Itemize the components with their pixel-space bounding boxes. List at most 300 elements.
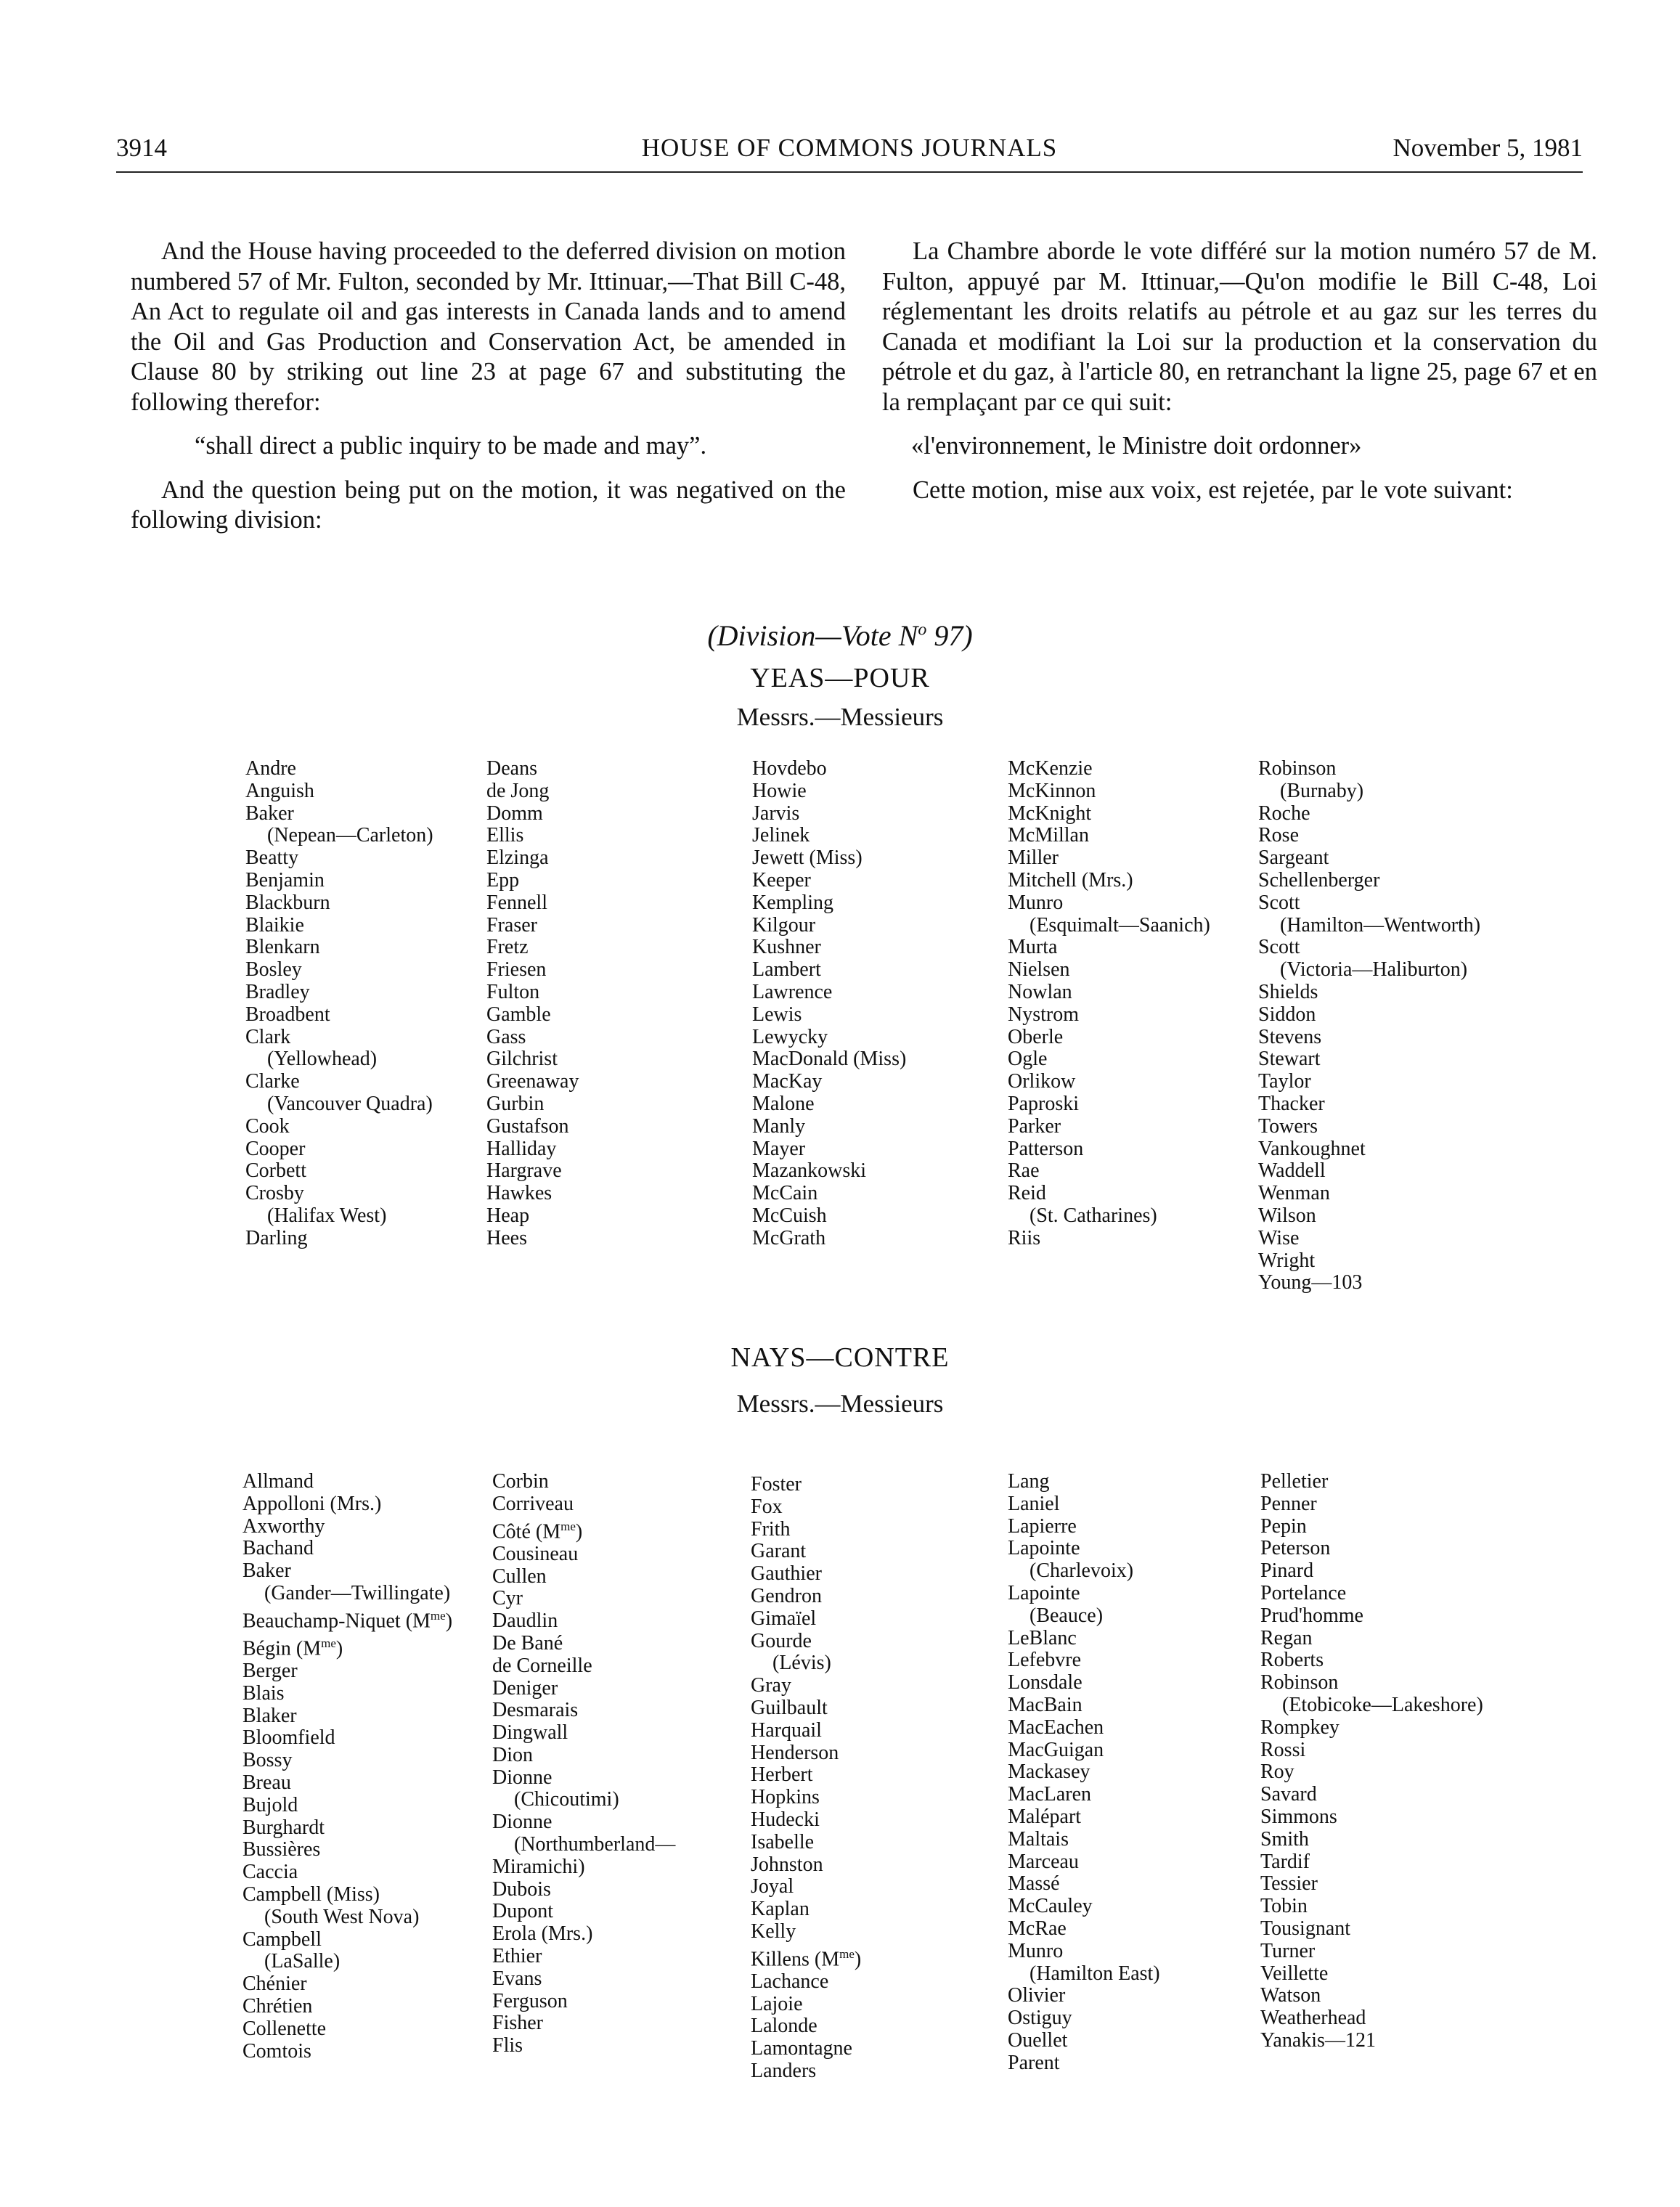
member-name — [751, 1854, 861, 1877]
member-text: Stewart — [1258, 1048, 1321, 1071]
member-name — [1008, 1048, 1210, 1071]
member-text: Joyal — [751, 1875, 794, 1898]
member-text: Lapierre — [1008, 1514, 1077, 1538]
member-riding — [242, 1583, 452, 1605]
member-text: MacKay — [752, 1070, 823, 1093]
member-name — [245, 915, 433, 937]
member-riding — [1008, 915, 1210, 937]
member-text: Garant — [751, 1540, 807, 1563]
member-name — [752, 803, 906, 825]
member-text: Gustafson — [486, 1114, 569, 1138]
member-text: (Gander—Twillingate) — [264, 1581, 451, 1604]
member-name — [486, 1004, 579, 1027]
member-text: Watson — [1260, 1984, 1321, 2007]
honorific-close: ) — [575, 1519, 583, 1543]
member-name — [751, 1474, 861, 1496]
member-text: Berger — [242, 1660, 298, 1683]
member-name — [492, 1856, 675, 1879]
member-riding — [245, 825, 433, 847]
member-name — [245, 847, 433, 870]
member-name — [1258, 1272, 1480, 1294]
member-text: Mazankowski — [752, 1159, 867, 1183]
member-name — [242, 1560, 452, 1583]
member-text: Kelly — [751, 1920, 796, 1943]
member-text: Domm — [486, 801, 543, 825]
member-text: Bussières — [242, 1838, 321, 1861]
member-text: (Etobicoke—Lakeshore) — [1282, 1693, 1483, 1716]
member-name — [1260, 1784, 1483, 1806]
member-name — [486, 780, 579, 803]
member-text: Lapointe — [1008, 1537, 1080, 1560]
member-name — [245, 803, 433, 825]
english-column — [131, 237, 846, 550]
member-name — [752, 1027, 906, 1049]
member-name — [492, 1588, 675, 1610]
member-name — [1258, 758, 1480, 780]
member-name — [1260, 1851, 1483, 1874]
member-text: Roy — [1260, 1761, 1294, 1784]
member-text: (Chicoutimi) — [514, 1788, 619, 1811]
member-text: Andre — [245, 757, 296, 780]
member-name — [752, 1048, 906, 1071]
member-text: Caccia — [242, 1861, 298, 1884]
member-text: Miramichi) — [492, 1855, 585, 1878]
member-name — [242, 1683, 452, 1705]
member-text: Beauchamp-Niquet (M — [242, 1610, 431, 1633]
member-text: (Lévis) — [772, 1652, 831, 1675]
member-name — [486, 937, 579, 959]
member-name — [751, 2060, 861, 2083]
member-name — [1008, 1873, 1160, 1896]
member-text: Killens (M — [751, 1948, 840, 1971]
member-text: Lambert — [752, 958, 821, 982]
member-riding — [492, 1834, 675, 1856]
member-text: Broadbent — [245, 1003, 330, 1026]
member-name — [1258, 825, 1480, 847]
member-text: Frith — [751, 1517, 791, 1541]
member-text: Hawkes — [486, 1182, 552, 1205]
member-text: McGrath — [752, 1226, 826, 1249]
member-text: Breau — [242, 1771, 291, 1795]
member-text: Bloomfield — [242, 1726, 335, 1750]
yeas-heading: YEAS—POUR — [750, 663, 930, 693]
member-name — [1260, 2007, 1483, 2030]
member-name — [751, 1832, 861, 1854]
member-text: Fraser — [486, 913, 537, 937]
member-text: McMillan — [1008, 824, 1089, 847]
member-text: Fisher — [492, 2012, 543, 2035]
member-text: de Jong — [486, 779, 550, 802]
member-text: Lalonde — [751, 2015, 817, 2038]
english-motion-paragraph: And the House having proceeded to the deferred division on motion numbered 57 of Mr. Fulton, seconded by Mr. Ittinuar,—That Bill C-48, An Act to regulate oil and gas interests in Canada lands and to amend the Oil and Gas Production and Conservation Act, be amended in Clause 80 by striking out line 23 at page 67 and substituting the following therefor: — [131, 237, 846, 416]
member-name — [752, 1071, 906, 1093]
member-text: Lajoie — [751, 1992, 803, 2015]
member-name — [1258, 1228, 1480, 1250]
member-text: Miller — [1008, 847, 1059, 870]
member-name — [1008, 1027, 1210, 1049]
member-text: Lewis — [752, 1003, 802, 1026]
member-text: Mackasey — [1008, 1761, 1090, 1784]
member-text: Prud'homme — [1260, 1604, 1363, 1627]
member-text: Maltais — [1008, 1827, 1069, 1851]
honorific-superscript: me — [560, 1519, 576, 1533]
member-text: Taylor — [1258, 1070, 1311, 1093]
member-name — [752, 982, 906, 1004]
member-name — [486, 847, 579, 870]
member-text: Malone — [752, 1092, 815, 1115]
member-name — [492, 1879, 675, 1901]
member-name — [1008, 1160, 1210, 1183]
member-riding — [1258, 915, 1480, 937]
member-name — [752, 915, 906, 937]
member-text: Hees — [486, 1226, 527, 1249]
member-text: (Victoria—Haliburton) — [1280, 958, 1468, 982]
member-text: Crosby — [245, 1182, 304, 1205]
honorific-superscript: me — [321, 1636, 336, 1650]
member-name — [1260, 1829, 1483, 1851]
member-riding — [242, 1906, 452, 1929]
member-riding — [1008, 1205, 1210, 1228]
member-name — [1008, 1138, 1210, 1161]
member-name — [1008, 1896, 1160, 1918]
french-motion-paragraph: La Chambre aborde le vote différé sur la motion numéro 57 de M. Fulton, appuyé par M. Ittinuar,—Qu'on modifie le Bill C-48, Loi réglementant les droits relatifs au pétrole et au gaz sur les terres du Canada et modifiant la Loi sur la production et la conservation du pétrole et du gaz, à l'article 80, en retranchant la ligne 25, page 67 et en la remplaçant par ce qui suit: — [882, 237, 1597, 416]
member-text: De Bané — [492, 1631, 563, 1655]
member-name — [1258, 1116, 1480, 1138]
member-name — [1008, 1228, 1210, 1250]
member-riding — [1258, 780, 1480, 803]
member-text: Oberle — [1008, 1025, 1064, 1048]
member-name — [245, 870, 433, 892]
member-text: Lapointe — [1008, 1581, 1080, 1604]
member-name — [1008, 959, 1210, 982]
yeas-column-3 — [752, 758, 906, 1250]
member-name — [242, 1493, 452, 1516]
member-text: Peterson — [1260, 1537, 1331, 1560]
member-text: Shields — [1258, 980, 1318, 1003]
member-name — [242, 1516, 452, 1538]
nays-messrs-heading: Messrs.—Messieurs — [736, 1390, 944, 1418]
member-text: Malépart — [1008, 1805, 1082, 1828]
member-name — [492, 1471, 675, 1493]
member-text: Kaplan — [751, 1898, 810, 1921]
member-text: Gourde — [751, 1629, 812, 1652]
member-text: Reid — [1008, 1182, 1046, 1205]
member-text: Gilchrist — [486, 1048, 558, 1071]
member-text: MacEachen — [1008, 1716, 1104, 1739]
member-name — [245, 1228, 433, 1250]
member-text: (Yellowhead) — [267, 1048, 378, 1071]
member-text: Gray — [751, 1674, 791, 1697]
member-name — [486, 892, 579, 915]
member-riding — [245, 1048, 433, 1071]
member-text: Blais — [242, 1681, 285, 1705]
member-text: MacDonald (Miss) — [752, 1048, 907, 1071]
member-text: Ellis — [486, 824, 524, 847]
member-text: Hopkins — [751, 1786, 820, 1809]
member-text: Gass — [486, 1025, 526, 1048]
member-text: Nowlan — [1008, 980, 1072, 1003]
member-text: Lawrence — [752, 980, 833, 1003]
member-text: Darling — [245, 1226, 308, 1249]
member-text: Tobin — [1260, 1895, 1308, 1918]
member-name — [1008, 1717, 1160, 1739]
member-name — [1008, 780, 1210, 803]
member-name — [752, 959, 906, 982]
member-text: (Burnaby) — [1280, 779, 1364, 802]
member-name — [492, 1968, 675, 1991]
member-name — [1260, 1761, 1483, 1784]
member-text: Dubois — [492, 1877, 551, 1901]
member-name — [245, 1004, 433, 1027]
member-name — [1008, 758, 1210, 780]
member-text: Thacker — [1258, 1092, 1325, 1115]
member-text: Paproski — [1008, 1092, 1079, 1115]
member-text: Gendron — [751, 1584, 822, 1607]
member-name — [751, 1994, 861, 2016]
member-text: Flis — [492, 2034, 523, 2057]
member-name — [245, 1138, 433, 1161]
member-name — [1008, 1183, 1210, 1205]
member-name — [1008, 1004, 1210, 1027]
member-text: Dionne — [492, 1766, 552, 1789]
member-riding — [1258, 959, 1480, 982]
member-text: Towers — [1258, 1114, 1318, 1138]
member-name — [1008, 847, 1210, 870]
member-name — [1258, 1160, 1480, 1183]
member-name — [1258, 803, 1480, 825]
member-name — [242, 1727, 452, 1750]
member-text: Tousignant — [1260, 1917, 1351, 1940]
honorific-superscript: me — [430, 1608, 446, 1623]
member-name — [242, 1538, 452, 1560]
member-text: Kushner — [752, 936, 821, 959]
member-text: Savard — [1260, 1783, 1317, 1806]
member-text: Scott — [1258, 891, 1300, 914]
member-text: Bradley — [245, 980, 310, 1003]
member-name — [1008, 2007, 1160, 2030]
member-name — [1008, 1093, 1210, 1116]
member-name — [242, 1705, 452, 1728]
honorific-close: ) — [854, 1948, 862, 1971]
member-text: Halliday — [486, 1137, 557, 1160]
member-name — [1008, 1649, 1160, 1672]
member-text: Robinson — [1260, 1671, 1339, 1694]
division-title-suffix: 97) — [926, 619, 973, 652]
member-name — [492, 1678, 675, 1700]
member-text: Lachance — [751, 1970, 829, 1993]
nays-column-5 — [1260, 1471, 1483, 2052]
member-name — [486, 959, 579, 982]
member-name — [1258, 1250, 1480, 1273]
member-text: MacBain — [1008, 1693, 1082, 1716]
french-column — [882, 237, 1597, 519]
member-name — [1260, 1963, 1483, 1986]
division-title — [0, 619, 1680, 653]
member-name — [1008, 870, 1210, 892]
member-text: Herbert — [751, 1763, 813, 1787]
member-name — [1258, 1138, 1480, 1161]
member-text: Corbett — [245, 1159, 306, 1183]
member-text: Lang — [1008, 1470, 1050, 1493]
member-name — [1260, 1985, 1483, 2007]
member-text: McKenzie — [1008, 757, 1093, 780]
member-text: LeBlanc — [1008, 1626, 1077, 1649]
member-text: MacLaren — [1008, 1783, 1092, 1806]
member-text: McCain — [752, 1182, 818, 1205]
member-name — [1258, 1027, 1480, 1049]
member-text: Roberts — [1260, 1649, 1324, 1672]
member-name — [752, 1116, 906, 1138]
member-text: Dion — [492, 1743, 533, 1766]
nays-column-1 — [242, 1471, 452, 2063]
member-name — [245, 780, 433, 803]
member-text: Rompkey — [1260, 1716, 1339, 1739]
member-name — [1258, 1004, 1480, 1027]
member-text: Blenkarn — [245, 936, 320, 959]
member-name — [752, 937, 906, 959]
member-text: Blaikie — [245, 913, 304, 937]
member-text: (Vancouver Quadra) — [267, 1092, 433, 1115]
nays-column-2 — [492, 1471, 675, 2057]
member-name — [492, 2012, 675, 2035]
member-text: Munro — [1008, 1939, 1064, 1962]
member-text: Orlikow — [1008, 1070, 1076, 1093]
member-name — [486, 982, 579, 1004]
member-text: Cyr — [492, 1587, 523, 1610]
member-name — [752, 1093, 906, 1116]
member-name — [486, 825, 579, 847]
member-text: Comtois — [242, 2039, 311, 2063]
member-text: (Esquimalt—Saanich) — [1029, 913, 1210, 937]
member-name — [1260, 1672, 1483, 1694]
member-text: Munro — [1008, 891, 1064, 914]
member-text: (Beauce) — [1029, 1604, 1104, 1627]
member-text: Baker — [245, 801, 294, 825]
member-text: Heap — [486, 1204, 530, 1227]
member-name — [751, 1697, 861, 1720]
member-name — [486, 803, 579, 825]
member-name — [1260, 1516, 1483, 1538]
member-text: Bosley — [245, 958, 302, 982]
honorific-superscript: me — [839, 1946, 855, 1961]
member-text: Campbell — [242, 1927, 322, 1951]
member-name — [1258, 892, 1480, 915]
member-name — [751, 1586, 861, 1608]
member-name — [751, 1921, 861, 1943]
member-riding — [245, 1205, 433, 1228]
member-text: Fretz — [486, 936, 529, 959]
member-name — [245, 959, 433, 982]
member-name — [1008, 825, 1210, 847]
member-text: Bégin (M — [242, 1637, 322, 1660]
member-text: Benjamin — [245, 868, 325, 892]
member-name — [1258, 1071, 1480, 1093]
member-name — [1008, 2052, 1160, 2075]
member-name — [1008, 1583, 1160, 1605]
member-name — [1258, 1183, 1480, 1205]
member-name — [1260, 1806, 1483, 1829]
member-text: Portelance — [1260, 1581, 1347, 1604]
member-riding — [242, 1951, 452, 1973]
member-name — [1008, 1918, 1160, 1941]
member-name — [492, 1767, 675, 1790]
member-name — [1008, 1829, 1160, 1851]
member-name — [492, 1991, 675, 2013]
member-name — [751, 1764, 861, 1787]
honorific-close: ) — [335, 1637, 343, 1660]
member-name — [242, 1750, 452, 1772]
member-text: de Corneille — [492, 1654, 592, 1677]
member-name — [1258, 847, 1480, 870]
member-name — [492, 1516, 675, 1543]
member-text: Bachand — [242, 1537, 314, 1560]
member-name — [242, 2041, 452, 2063]
member-name — [1260, 1873, 1483, 1896]
member-name — [486, 758, 579, 780]
member-text: Campbell (Miss) — [242, 1883, 380, 1906]
member-name — [486, 1116, 579, 1138]
member-text: Murta — [1008, 936, 1058, 959]
member-name — [1008, 982, 1210, 1004]
member-name — [751, 1519, 861, 1541]
member-name — [492, 2035, 675, 2057]
member-name — [1008, 1851, 1160, 1874]
member-name — [242, 1996, 452, 2018]
member-text: Hudecki — [751, 1808, 820, 1831]
member-text: Pepin — [1260, 1514, 1307, 1538]
member-name — [751, 1496, 861, 1519]
member-text: McCuish — [752, 1204, 827, 1227]
member-text: Kempling — [752, 891, 833, 914]
member-name — [242, 1884, 452, 1906]
member-text: Côté (M — [492, 1519, 561, 1543]
member-text: Nielsen — [1008, 958, 1070, 982]
member-text: Cook — [245, 1114, 290, 1138]
member-name — [486, 870, 579, 892]
member-text: Guilbault — [751, 1696, 828, 1719]
member-name — [242, 1795, 452, 1817]
member-name — [492, 1745, 675, 1767]
member-name — [752, 780, 906, 803]
division-title-sup: o — [918, 620, 927, 640]
member-name — [242, 1861, 452, 1884]
member-name — [751, 1608, 861, 1631]
member-name — [245, 758, 433, 780]
member-text: MacGuigan — [1008, 1738, 1104, 1761]
member-name — [752, 1205, 906, 1228]
english-result-paragraph: And the question being put on the motion, it was negatived on the following division: — [131, 476, 846, 534]
member-name — [752, 847, 906, 870]
member-text: Landers — [751, 2060, 817, 2083]
member-text: Clarke — [245, 1070, 300, 1093]
member-text: Bossy — [242, 1749, 293, 1772]
member-text: McCauley — [1008, 1895, 1093, 1918]
member-text: Fulton — [486, 980, 540, 1003]
member-text: Desmarais — [492, 1699, 579, 1722]
member-text: Parker — [1008, 1114, 1061, 1138]
member-text: Jarvis — [752, 801, 800, 825]
member-name — [492, 1543, 675, 1566]
member-name — [752, 892, 906, 915]
member-text: Fennell — [486, 891, 547, 914]
member-name — [242, 1817, 452, 1840]
page-header — [116, 128, 1583, 173]
member-name — [492, 1633, 675, 1655]
member-text: Allmand — [242, 1470, 314, 1493]
member-text: Riis — [1008, 1226, 1041, 1249]
nays-heading: NAYS—CONTRE — [730, 1342, 950, 1373]
member-text: Beatty — [245, 847, 299, 870]
